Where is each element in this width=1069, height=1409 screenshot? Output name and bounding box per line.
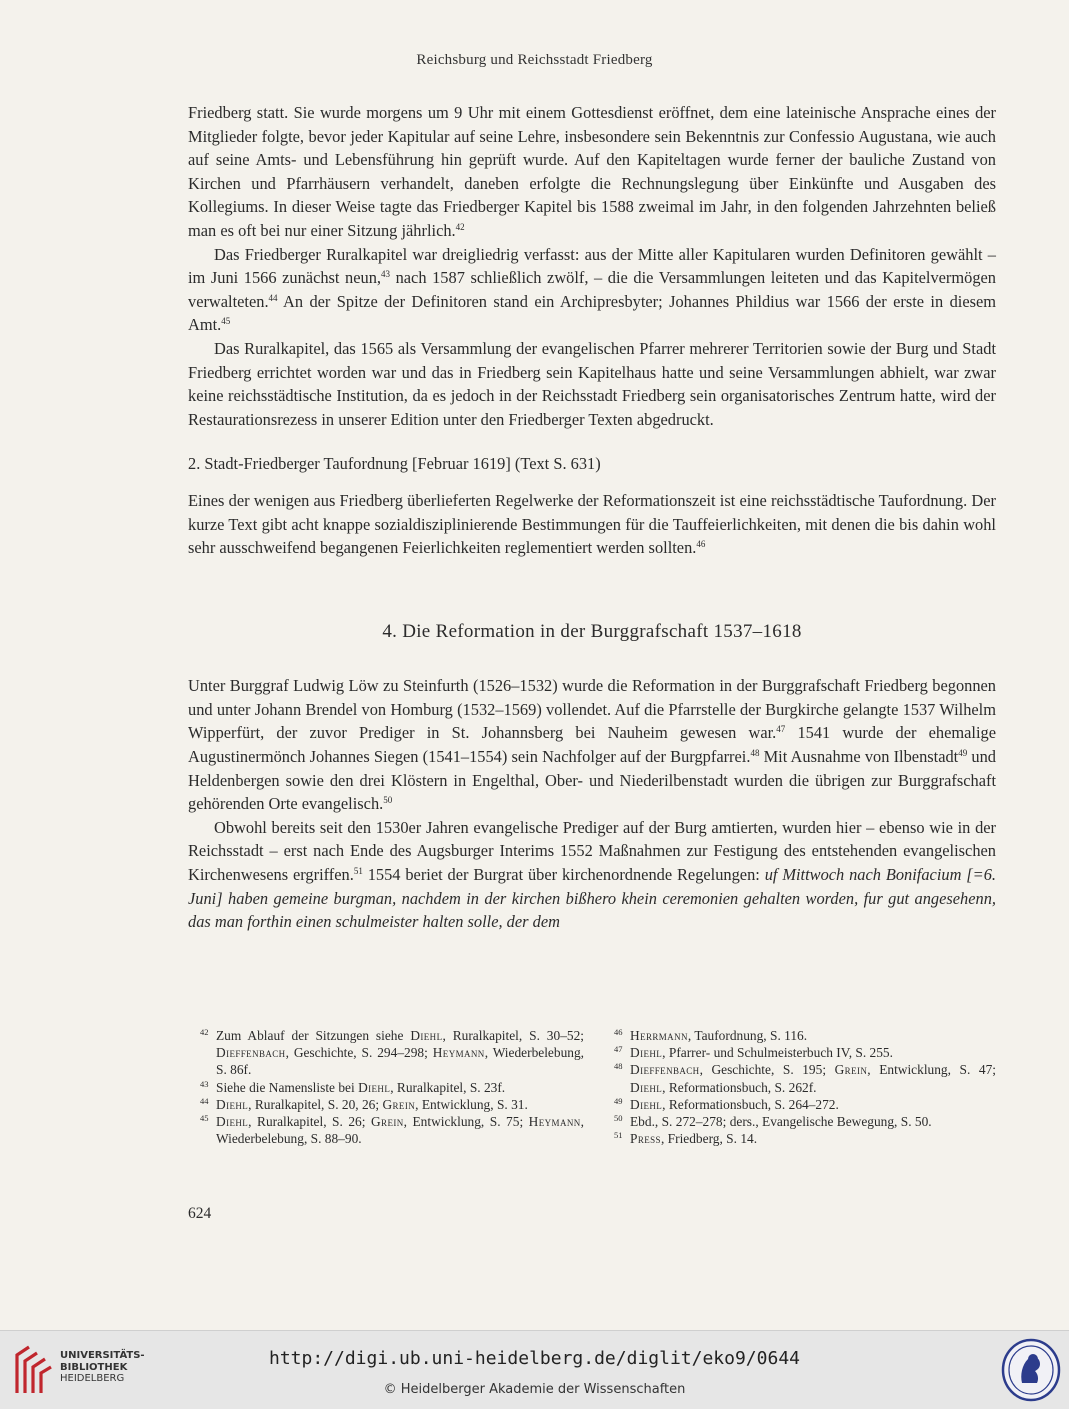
footnote bbox=[200, 1113, 584, 1147]
footnote bbox=[614, 1044, 996, 1061]
author-name: Heymann bbox=[528, 1114, 581, 1130]
footnote-number: 51 bbox=[614, 1130, 623, 1141]
footnote-text: , Entwicklung, S. 47; bbox=[867, 1062, 996, 1078]
permalink-url[interactable]: http://digi.ub.uni-heidelberg.de/diglit/eko9/0644 bbox=[268, 1348, 800, 1369]
footnote-text: , Reformationsbuch, S. 264–272. bbox=[662, 1096, 839, 1112]
author-name: Grein bbox=[382, 1096, 416, 1112]
author-name: Diehl bbox=[630, 1079, 663, 1095]
footnote-number: 42 bbox=[200, 1027, 209, 1037]
author-name: Heymann bbox=[432, 1045, 485, 1061]
footnote-number: 44 bbox=[200, 1095, 209, 1106]
footnote bbox=[200, 1027, 584, 1079]
footnote-text: , Wiederbelebung, S. 86f. bbox=[216, 1045, 584, 1078]
paragraph-text: An der Spitze der Definitoren stand ein Archipresbyter; Johannes Phildius war 1566 der erste in diesem Amt. bbox=[188, 291, 996, 335]
footnote-text: Siehe die Namensliste bei bbox=[216, 1079, 359, 1095]
footnote-ref: 44 bbox=[268, 292, 278, 303]
footnote-number: 49 bbox=[614, 1095, 623, 1106]
footnote-text: , Geschichte, S. 294–298; bbox=[285, 1045, 433, 1061]
footnote-text: Zum Ablauf der Sitzungen siehe bbox=[216, 1028, 411, 1043]
footnote-ref: 43 bbox=[381, 269, 391, 280]
logo-line: HEIDELBERG bbox=[60, 1373, 125, 1384]
author-name: Diehl bbox=[358, 1079, 391, 1095]
footnote-ref: 51 bbox=[353, 866, 363, 877]
footnote bbox=[614, 1113, 996, 1130]
author-name: Diehl bbox=[630, 1096, 663, 1112]
footnote-text: , Taufordnung, S. 116. bbox=[687, 1028, 808, 1043]
author-name: Diehl bbox=[216, 1114, 249, 1130]
footnote-ref: 45 bbox=[221, 316, 231, 327]
footnote-text: , Pfarrer- und Schulmeisterbuch IV, S. 255. bbox=[662, 1045, 893, 1061]
footnote-text: , Wiederbelebung, S. 88–90. bbox=[216, 1114, 584, 1147]
footnote-number: 50 bbox=[614, 1113, 623, 1124]
footnote bbox=[614, 1096, 996, 1113]
paragraph-text: Eines der wenigen aus Friedberg überlieferten Regelwerke der Reformationszeit ist eine reichsstädtische Taufordnung. Der kurze Text gibt acht knappe sozialdisziplinierende Bestimmungen für die Tauffeierlichkeiten, mit denen die bis dahin wohl sehr ausschweifend begangenen Feierlichkeiten reglementiert werden sollten. bbox=[188, 490, 996, 558]
footnote-number: 47 bbox=[614, 1044, 623, 1055]
paragraph bbox=[188, 101, 996, 243]
viewer-footer bbox=[0, 1330, 1069, 1409]
source-quote: uf Mittwoch nach Bonifacium [=6. Juni] haben gemeine burgman, nachdem in der kirchen bißhero khein ceremonien gehalten worden, fur gut angesehenn, das man forthin einen schulmeister halten solle, der dem bbox=[188, 865, 997, 932]
footnote-text: , Ruralkapitel, S. 23f. bbox=[390, 1079, 506, 1095]
logo-line: UNIVERSITÄTS- bbox=[60, 1350, 145, 1361]
footnote-ref: 46 bbox=[696, 539, 706, 550]
paragraph bbox=[188, 243, 996, 337]
footnote-number: 43 bbox=[200, 1078, 209, 1089]
footnote bbox=[614, 1130, 996, 1147]
footnote-text: , Entwicklung, S. 31. bbox=[415, 1096, 528, 1112]
paragraph-text: Mit Ausnahme von Ilbenstadt bbox=[759, 747, 959, 767]
paragraph-text: 1541 wurde der ehemalige Augustinermönch Johannes Siegen (1541–1554) sein Nachfolger auf der Burgpfarrei. bbox=[188, 723, 996, 767]
page-number: 624 bbox=[188, 1205, 212, 1222]
footnote-ref: 50 bbox=[383, 795, 393, 806]
paragraph-text: 1554 beriet der Burgrat über kirchenordnende Regelungen: bbox=[362, 865, 765, 885]
footnote-ref: 48 bbox=[750, 748, 760, 759]
footnote bbox=[614, 1061, 996, 1095]
footnote-ref: 49 bbox=[958, 748, 968, 759]
paragraph-text: Obwohl bereits seit den 1530er Jahren evangelische Prediger auf der Burg amtierten, wurden hier – ebenso wie in der Reichsstadt – erst nach Ende des Augsburger Interims 1552 Maßnahmen zur Festigung des entstehenden evangelischen Kirchenwesens ergriffen. bbox=[188, 817, 996, 885]
footnote-column-right bbox=[614, 1027, 996, 1147]
copyright-notice: © Heidelberger Akademie der Wissenschaften bbox=[383, 1382, 686, 1397]
paragraph-text: Unter Burggraf Ludwig Löw zu Steinfurth (1526–1532) wurde die Reformation in der Burggrafschaft Friedberg begonnen und unter Johann Brendel von Homburg (1532–1569) vollendet. Auf die Pfarrstelle der Burgkirche gelangte 1537 Wilhelm Wipperfürt, der zuvor Prediger in St. Johannsberg bei Nauheim gewesen war. bbox=[188, 676, 996, 743]
author-name: Diehl bbox=[216, 1096, 249, 1112]
footnote-text: , Geschichte, S. 195; bbox=[699, 1062, 835, 1078]
seal-shapes bbox=[1003, 1340, 1059, 1400]
footnote-number: 48 bbox=[614, 1061, 623, 1072]
paragraph-text: Das Friedberger Ruralkapitel war dreigliedrig verfasst: aus der Mitte aller Kapitularen wurden Definitoren gewählt – im Juni 1566 zunächst neun, bbox=[188, 244, 996, 288]
footnote-text: , Ruralkapitel, S. 26; bbox=[248, 1114, 371, 1130]
section-heading: 4. Die Reformation in der Burggrafschaft 1537–1618 bbox=[382, 620, 802, 642]
footnote-column-left bbox=[200, 1027, 584, 1147]
paragraph-text: Friedberg statt. Sie wurde morgens um 9 Uhr mit einem Gottesdienst eröffnet, dem eine lateinische Ansprache eines der Mitglieder folgte, bevor jeder Kapitular auf seine Lehre, insbesondere sein Bekenntnis zur Confessio Augustana, wie auch auf seine Amts- und Lebensführung hin geprüft wurde. Auf den Kapiteltagen wurde ferner der bauliche Zustand von Kirchen und Pfarrhäusern verhandelt, daneben erfolgte die Rechnungslegung über Einkünfte und Ausgaben des Kollegiums. In dieser Weise tagte das Friedberger Kapitel bis 1588 zweimal im Jahr, in den folgenden Jahrzehnten beließ man es oft bei nur einer Sitzung jährlich. bbox=[188, 103, 996, 240]
footnote-text: , Friedberg, S. 14. bbox=[660, 1131, 758, 1147]
author-name: Grein bbox=[370, 1114, 404, 1130]
paragraph-text: und Heldenbergen sowie den drei Klöstern in Engelthal, Ober- und Niederilbenstadt wurden die übrigen zur Burggrafschaft gehörenden Orte evangelisch. bbox=[188, 747, 996, 814]
footnote-text: Ebd., S. 272–278; ders., Evangelische Bewegung, S. 50. bbox=[630, 1114, 932, 1130]
author-name: Diehl bbox=[410, 1028, 443, 1043]
footnote-text: , Ruralkapitel, S. 30–52; bbox=[442, 1028, 584, 1043]
footnote-text: , Reformationsbuch, S. 262f. bbox=[662, 1079, 817, 1095]
author-name: Press bbox=[630, 1131, 661, 1147]
footnote-text: , Ruralkapitel, S. 20, 26; bbox=[248, 1096, 383, 1112]
author-name: Herrmann bbox=[630, 1028, 688, 1043]
author-name: Diehl bbox=[630, 1045, 663, 1061]
paragraph: Das Ruralkapitel, das 1565 als Versammlung der evangelischen Pfarrer mehrerer Territorien sowie der Burg und Stadt Friedberg errichtet worden war und das in Friedberg sein Kapitelhaus hatte und seine Versammlungen abhielt, war zwar keine reichsstädtische Institution, da es jedoch in der Reichsstadt Friedberg sein organisatorisches Zentrum hatte, wird der Restaurationsrezess in unserer Edition unter den Friedberger Texten abgedruckt. bbox=[188, 338, 996, 429]
footnote bbox=[614, 1027, 996, 1044]
author-name: Grein bbox=[834, 1062, 868, 1078]
footnote bbox=[200, 1079, 584, 1096]
running-head: Reichsburg und Reichsstadt Friedberg bbox=[416, 52, 653, 68]
sub-heading: 2. Stadt-Friedberger Taufordnung [Februar 1619] (Text S. 631) bbox=[188, 454, 601, 474]
main-text bbox=[188, 101, 996, 934]
footnote-text: , Entwicklung, S. 75; bbox=[403, 1114, 529, 1130]
paragraph-text: nach 1587 schließlich zwölf, – die die Versammlungen leiteten und das Kapitelvermögen verwalteten. bbox=[188, 268, 996, 311]
footnote-ref: 42 bbox=[455, 221, 465, 232]
author-name: Dieffenbach bbox=[630, 1062, 700, 1078]
footnote bbox=[200, 1096, 584, 1113]
author-name: Dieffenbach bbox=[216, 1045, 286, 1061]
footnote-number: 46 bbox=[614, 1027, 623, 1037]
footnote-number: 45 bbox=[200, 1113, 209, 1124]
paragraph bbox=[188, 489, 996, 560]
logo-line: BIBLIOTHEK bbox=[60, 1361, 128, 1373]
academy-seal-icon bbox=[1000, 1337, 1062, 1403]
paragraph bbox=[188, 674, 996, 816]
paragraph bbox=[188, 816, 996, 934]
footnote-ref: 47 bbox=[776, 724, 786, 735]
